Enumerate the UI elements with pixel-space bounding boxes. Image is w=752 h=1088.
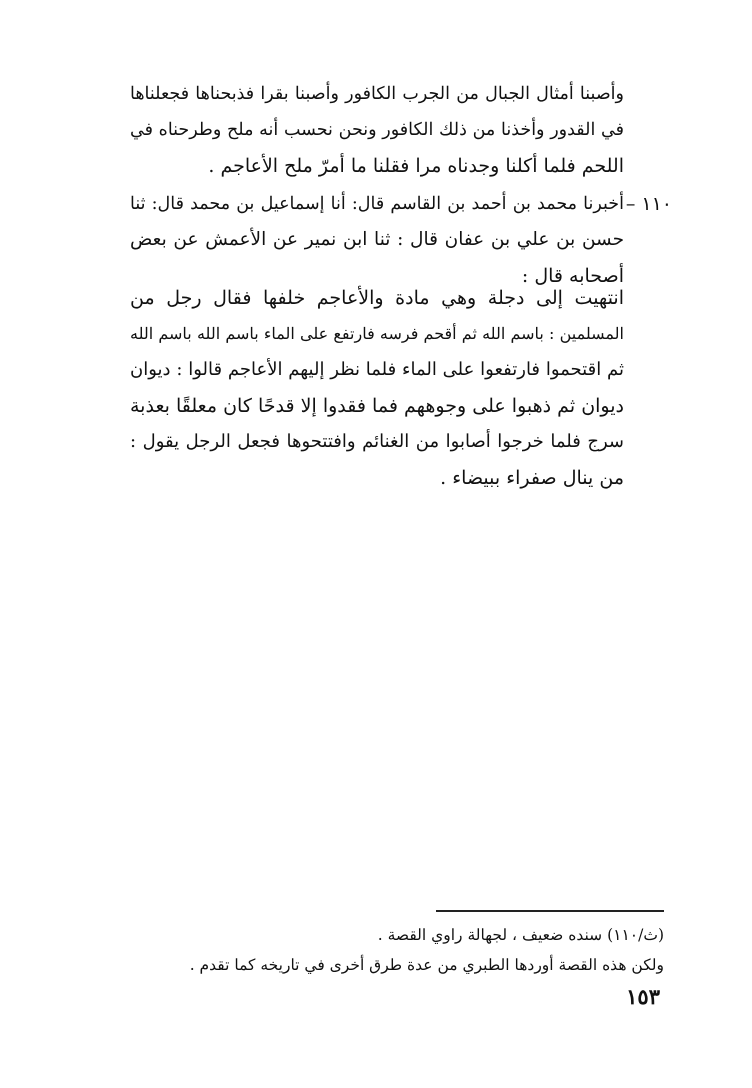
text-line: ديوان ثم ذهبوا على وجوههم فما فقدوا إلا قدحًا كان معلقًا بعذبة <box>130 395 624 417</box>
text-line: أصحابه قال : <box>521 265 624 287</box>
text-line: اللحم فلما أكلنا وجدناه مرا فقلنا ما أمرّ ملح الأعاجم . <box>208 155 624 177</box>
text-line: ثم اقتحموا فارتفعوا على الماء فلما نظر إليهم الأعاجم قالوا : ديوان <box>130 359 624 380</box>
footnotes <box>124 920 664 980</box>
footnote-divider <box>436 910 664 912</box>
text-line: من ينال صفراء ببيضاء . <box>440 467 624 489</box>
paragraph-narration <box>130 280 624 496</box>
footnote-line: (ث/١١٠) سنده ضعيف ، لجهالة راوي القصة . <box>377 926 664 944</box>
paragraph-isnad <box>130 186 624 294</box>
text-line: في القدور وأخذنا من ذلك الكافور ونحن نحسب أنه ملح وطرحناه في <box>130 120 624 140</box>
text-line: حسن بن علي بن عفان قال : ثنا ابن نمير عن الأعمش عن بعض <box>130 229 624 250</box>
text-line: أخبرنا محمد بن أحمد بن القاسم قال: أنا إسماعيل بن محمد قال: ثنا <box>130 194 624 214</box>
hadith-number: ١١٠ – <box>625 193 672 215</box>
paragraph-continuation <box>130 76 624 184</box>
footnote-line: ولكن هذه القصة أوردها الطبري من عدة طرق أخرى في تاريخه كما تقدم . <box>189 956 664 974</box>
text-line: وأصبنا أمثال الجبال من الجرب الكافور وأصبنا بقرا فذبحناها فجعلناها <box>130 84 624 104</box>
text-line: المسلمين : باسم الله ثم أقحم فرسه فارتفع على الماء باسم الله باسم الله <box>130 324 624 343</box>
text-line: سرج فلما خرجوا أصابوا من الغنائم وافتتحوها فجعل الرجل يقول : <box>130 431 624 452</box>
text-line: انتهيت إلى دجلة وهي مادة والأعاجم خلفها فقال رجل من <box>130 287 624 309</box>
page-number: ١٥٣ <box>626 984 660 1009</box>
